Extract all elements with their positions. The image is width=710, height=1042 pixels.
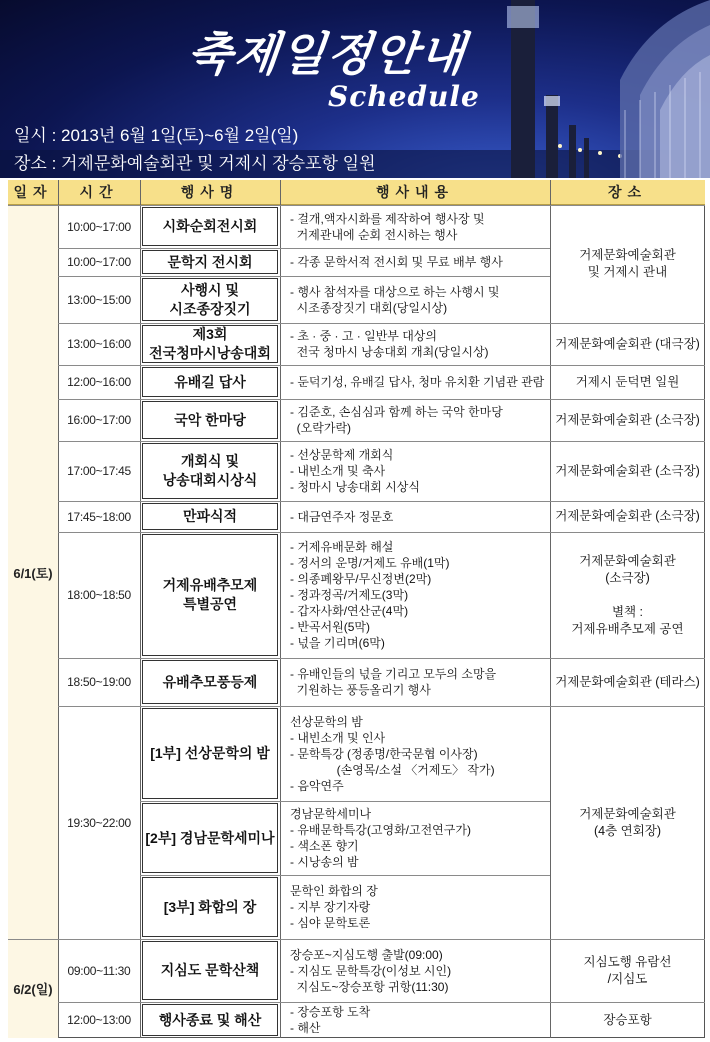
schedule-table: [8, 180, 705, 1038]
time-cell: 16:00~17:00: [67, 413, 131, 427]
time-cell: 10:00~17:00: [67, 255, 131, 269]
place-cell: 거제문화예술회관 (대극장): [555, 336, 700, 351]
description-lines: [290, 254, 503, 270]
description-line: 시조종장짓기 대회(당일시상): [290, 300, 448, 315]
description-line: 경남문학세미나: [290, 807, 372, 821]
place-cell: 거제문화예술회관 (테라스): [555, 674, 700, 689]
event-description: [286, 532, 550, 658]
col-header-date: 일자: [8, 180, 58, 205]
place-cell: 거제시 둔덕면 일원: [575, 374, 680, 389]
description-lines: [290, 806, 471, 870]
column-divider: [550, 180, 551, 1038]
col-header-time: 시간: [58, 180, 140, 205]
description-lines: [290, 947, 451, 995]
event-description: [286, 501, 550, 532]
time-cell: 17:45~18:00: [67, 509, 131, 524]
time-cell: 17:00~17:45: [67, 464, 131, 478]
event-description: [286, 365, 550, 399]
description-lines: [290, 883, 378, 931]
event-name: [2부] 경남문학세미나: [145, 829, 275, 846]
description-line: 선상문학의 밤: [290, 714, 363, 729]
row-divider: [58, 323, 140, 324]
row-divider: [550, 706, 705, 707]
description-line: 기원하는 풍등올리기 행사: [290, 683, 431, 697]
row-divider: [140, 399, 550, 400]
row-divider: [140, 532, 550, 533]
description-lines: [290, 284, 499, 316]
description-line: - 행사 참석자를 대상으로 하는 사행시 및: [290, 284, 500, 299]
place-cell: 거제문화예술회관 및 거제시 관내: [579, 248, 676, 279]
festival-date: 일시 : 2013년 6월 1일(토)~6월 2일(일): [14, 126, 299, 145]
description-lines: [290, 404, 503, 436]
description-line: - 의종폐왕무/무신정변(2막): [290, 572, 432, 586]
event-description: [286, 1002, 550, 1038]
header-banner: [0, 0, 710, 178]
description-lines: [290, 666, 496, 698]
time-cell: 13:00~15:00: [67, 292, 131, 307]
festival-venue: 장소 : 거제문화예술회관 및 거제시 장승포항 일원: [14, 154, 376, 173]
description-line: - 초 · 중 · 고 · 일반부 대상의: [290, 329, 437, 343]
description-line: 전국 청마시 낭송대회 개최(당일시상): [290, 345, 489, 359]
event-name: 시화순회전시회: [162, 218, 258, 234]
description-lines: [290, 509, 393, 525]
description-line: 장승포~지심도행 출발(09:00): [290, 947, 443, 962]
description-line: - 청마시 낭송대회 시상식: [290, 480, 420, 494]
description-line: - 내빈소개 및 축사: [290, 464, 386, 478]
description-line: - 장승포항 도착: [290, 1005, 371, 1019]
description-line: - 선상문학제 개회식: [290, 448, 394, 462]
row-divider: [140, 365, 550, 366]
time-cell: 12:00~13:00: [67, 1013, 131, 1027]
event-name: 만파식적: [182, 508, 238, 524]
row-divider: [140, 706, 550, 707]
description-line: 문학인 화합의 장: [290, 884, 378, 898]
row-divider: [550, 939, 705, 940]
description-line: - 음악연주: [290, 778, 344, 793]
row-divider: [140, 939, 550, 940]
place-cell: 장승포항: [603, 1012, 652, 1027]
description-line: - 지심도 문학특강(이성보 시인): [290, 963, 452, 978]
time-cell: 18:00~18:50: [67, 588, 131, 602]
column-divider: [280, 180, 281, 1038]
event-name: 사행시 및 시조종장짓기: [169, 281, 251, 317]
col-header-place: 장소: [550, 180, 705, 205]
description-line: - 각종 문학서적 전시회 및 무료 배부 행사: [290, 255, 503, 269]
description-line: - 대금연주자 정문호: [290, 509, 394, 524]
time-cell: 10:00~17:00: [67, 219, 131, 234]
description-line: - 정서의 운명/거제도 유배(1막): [290, 556, 450, 570]
row-divider: [140, 658, 550, 659]
event-description: [286, 205, 550, 248]
row-divider: [550, 365, 705, 366]
event-name: 행사종료 및 해산: [158, 1011, 262, 1028]
time-cell: 09:00~11:30: [67, 963, 131, 978]
description-line: - 문학특강 (정종명/한국문협 이사장): [290, 746, 478, 761]
event-name: [3부] 화합의 장: [163, 898, 257, 915]
time-cell: 12:00~16:00: [67, 375, 131, 389]
event-description: [286, 939, 550, 1002]
description-line: - 시낭송의 밤: [290, 855, 359, 869]
description-line: (손영목/소설 〈거제도〉 작가): [290, 762, 495, 777]
row-divider: [140, 801, 550, 802]
description-lines: [290, 714, 495, 794]
title-korean: 축제일정안내: [184, 27, 470, 81]
row-divider: [58, 399, 140, 400]
event-description: [286, 706, 550, 801]
description-lines: [290, 539, 450, 651]
row-divider: [550, 399, 705, 400]
event-name: 개회식 및 낭송대회시상식: [162, 453, 258, 488]
col-header-event: 행사명: [140, 180, 280, 205]
event-name: 거제유배추모제 특별공연: [162, 577, 258, 612]
column-divider: [140, 180, 141, 1038]
description-line: - 정과정곡/거제도(3막): [290, 588, 409, 602]
event-description: [286, 801, 550, 875]
row-divider: [140, 875, 550, 876]
title-english: Schedule: [328, 80, 480, 113]
row-divider: [550, 323, 705, 324]
description-line: - 거제유배문화 해설: [290, 540, 394, 554]
description-lines: [290, 211, 485, 243]
description-line: - 넋을 기리며(6막): [290, 636, 385, 650]
event-name: 문학지 전시회: [167, 253, 253, 270]
place-cell: 거제문화예술회관 (소극장): [555, 463, 700, 478]
place-cell: 거제문화예술회관 (소극장): [555, 509, 700, 523]
row-divider: [58, 248, 140, 249]
row-divider: [550, 441, 705, 442]
description-line: 지심도~장승포항 귀항(11:30): [290, 979, 449, 994]
row-divider: [58, 939, 140, 940]
description-line: - 김준호, 손심심과 함께 하는 국악 한마당: [290, 405, 503, 419]
column-divider: [58, 180, 59, 1038]
description-line: - 반곡서원(5막): [290, 620, 370, 634]
date-day1: 6/1(토): [8, 205, 58, 939]
place-cell: 지심도행 유람선 /지심도: [583, 954, 672, 986]
place-cell: 거제문화예술회관 (4층 연회장): [579, 806, 676, 838]
description-lines: [290, 374, 544, 390]
event-description: [286, 323, 550, 365]
row-divider: [550, 1002, 705, 1003]
description-line: 거제관내에 순회 전시하는 행사: [290, 227, 458, 242]
row-divider: [550, 501, 705, 502]
row-divider: [140, 441, 550, 442]
row-divider: [140, 501, 550, 502]
event-description: [286, 441, 550, 501]
row-divider: [58, 441, 140, 442]
event-description: [286, 248, 550, 276]
row-divider: [550, 658, 705, 659]
row-divider: [58, 532, 140, 533]
description-line: - 둔덕기성, 유배길 답사, 청마 유치환 기념관 관람: [290, 375, 545, 389]
description-line: - 심야 문학토론: [290, 916, 371, 930]
event-name: 국악 한마당: [174, 411, 246, 428]
row-divider: [58, 365, 140, 366]
event-name: [1부] 선상문학의 밤: [150, 745, 270, 761]
row-divider: [58, 706, 140, 707]
description-line: - 해산: [290, 1021, 321, 1035]
event-description: [286, 875, 550, 939]
row-divider: [140, 323, 550, 324]
description-lines: [290, 1004, 370, 1036]
time-cell: 19:30~22:00: [67, 815, 131, 830]
row-divider: [58, 501, 140, 502]
place-cell: 거제문화예술회관 (소극장): [555, 412, 700, 427]
row-divider: [58, 276, 140, 277]
row-divider: [140, 1002, 550, 1003]
description-line: - 유배인들의 넋을 기리고 모두의 소망을: [290, 667, 497, 681]
row-divider: [58, 658, 140, 659]
event-description: [286, 276, 550, 323]
event-description: [286, 399, 550, 441]
description-line: (오락가락): [290, 421, 352, 435]
place-cell: 거제문화예술회관 (소극장) 별책 : 거제유배추모제 공연: [571, 553, 684, 636]
event-name: 유배길 답사: [174, 373, 246, 390]
event-name: 유배추모풍등제: [162, 673, 258, 690]
row-divider: [550, 532, 705, 533]
description-line: - 유배문학특강(고영화/고전연구가): [290, 823, 471, 837]
description-lines: [290, 447, 420, 495]
row-divider: [58, 1002, 140, 1003]
event-name: 제3회 전국청마시낭송대회: [149, 326, 271, 361]
col-header-content: 행사내용: [280, 180, 550, 205]
time-cell: 18:50~19:00: [67, 675, 131, 689]
description-lines: [290, 328, 489, 360]
row-divider: [140, 276, 550, 277]
date-day2: 6/2(일): [8, 939, 58, 1038]
time-cell: 13:00~16:00: [67, 337, 131, 351]
description-line: - 갑자사화/연산군(4막): [290, 604, 409, 618]
row-divider: [140, 248, 550, 249]
description-line: - 걸개,액자시화를 제작하여 행사장 및: [290, 211, 485, 226]
description-line: - 지부 장기자랑: [290, 900, 371, 914]
description-line: - 내빈소개 및 인사: [290, 730, 386, 745]
event-description: [286, 658, 550, 706]
description-line: - 색소폰 향기: [290, 839, 359, 853]
event-name: 지심도 문학산책: [160, 962, 260, 978]
row-divider: [8, 205, 705, 206]
